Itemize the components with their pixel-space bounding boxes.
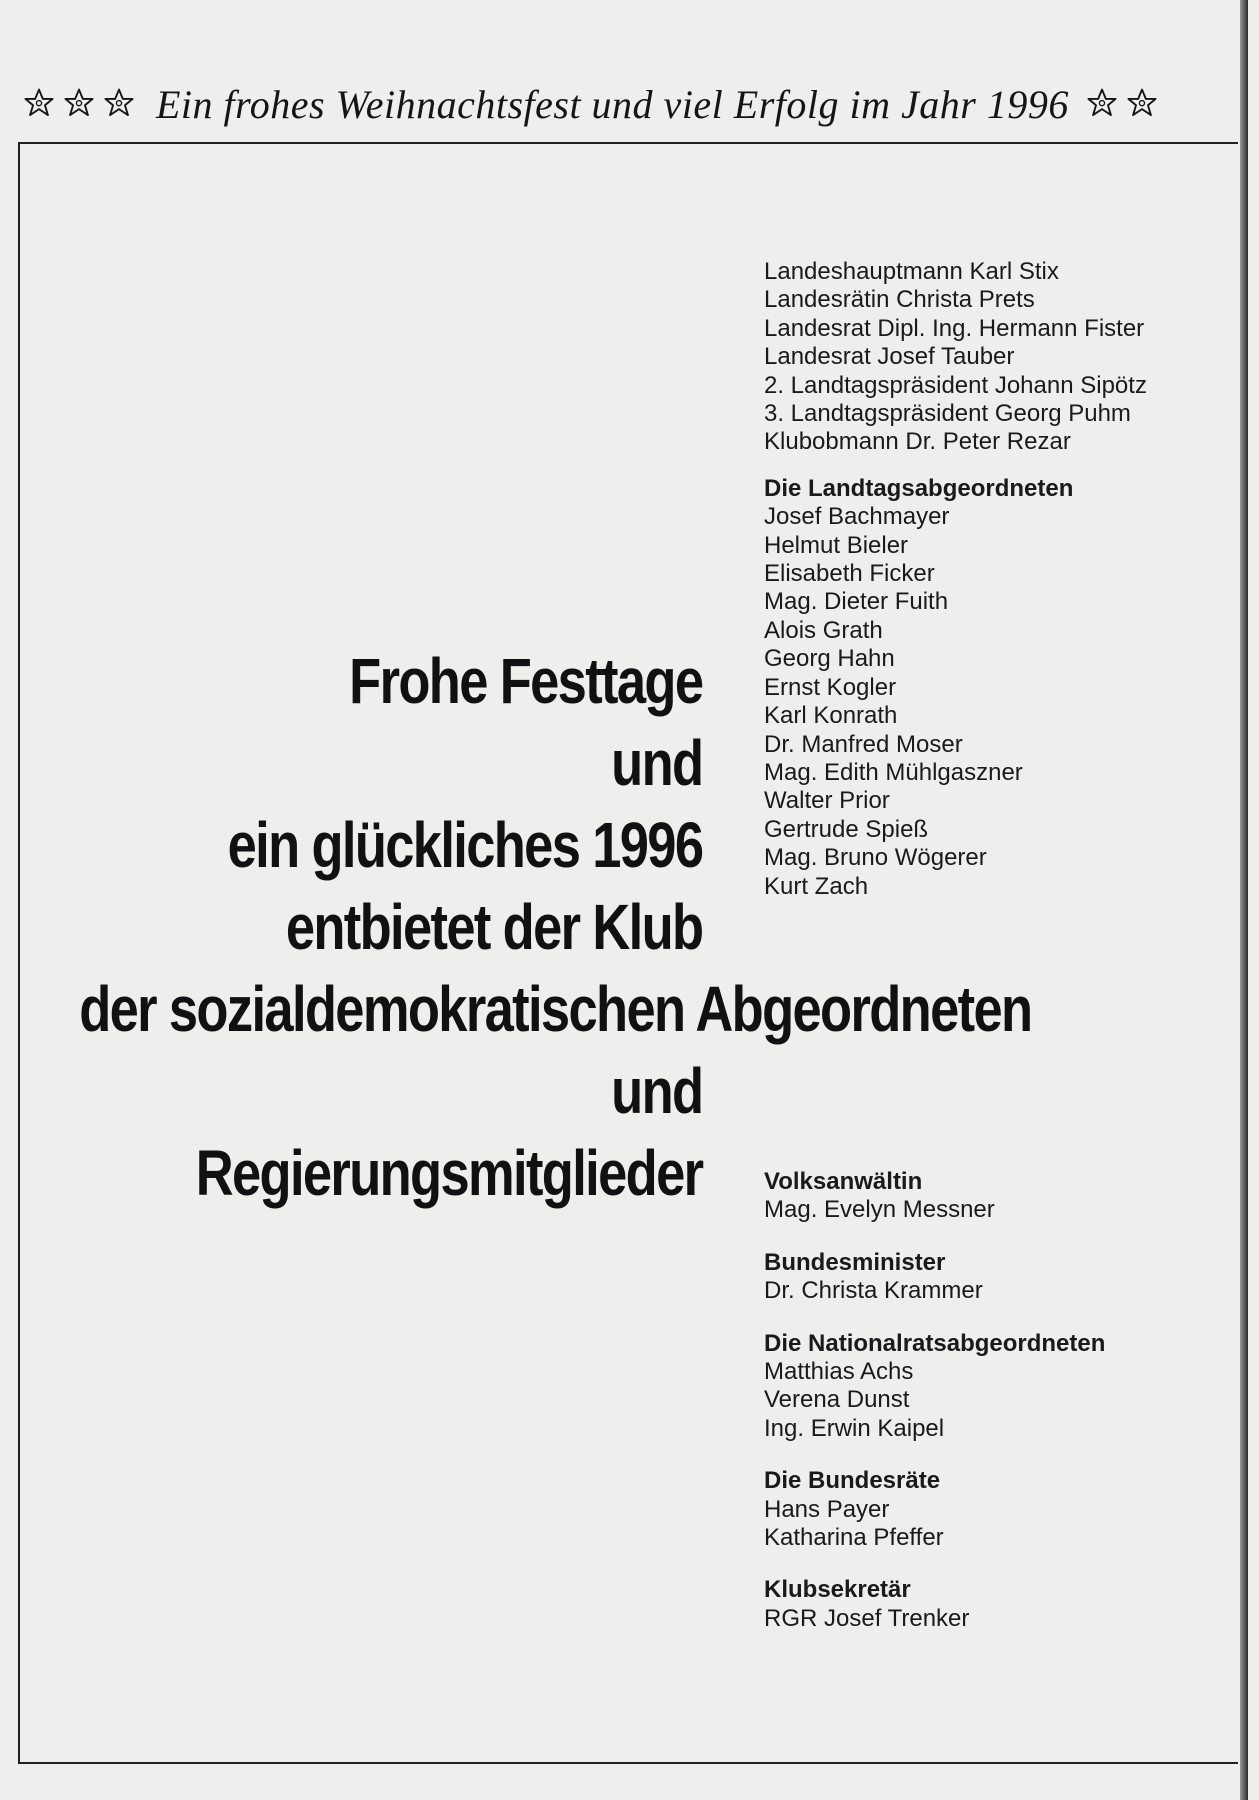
government-list bbox=[764, 258, 1184, 901]
list-item: Kurt Zach bbox=[764, 872, 869, 900]
other-officials-list bbox=[764, 1168, 1184, 1657]
list-item: Helmut Bieler bbox=[764, 531, 909, 559]
greeting-line: entbietet der Klub bbox=[285, 891, 703, 963]
section-title-volksanwaltin: Volksanwältin bbox=[764, 1168, 923, 1195]
header-banner bbox=[22, 74, 1232, 134]
list-item: Landeshauptmann Karl Stix bbox=[764, 258, 1059, 285]
list-item: Elisabeth Ficker bbox=[764, 560, 935, 588]
list-item: Gertrude Spieß bbox=[764, 815, 929, 843]
list-item: Georg Hahn bbox=[764, 645, 895, 673]
list-item: Ing. Erwin Kaipel bbox=[764, 1414, 945, 1442]
list-item: Verena Dunst bbox=[764, 1386, 910, 1414]
star-icon bbox=[1085, 87, 1119, 121]
right-stars bbox=[1085, 87, 1159, 121]
list-item: Karl Konrath bbox=[764, 702, 898, 730]
greeting-line: der sozialdemokratischen Abgeordneten bbox=[79, 973, 1032, 1045]
list-item: Walter Prior bbox=[764, 787, 890, 815]
list-item: Josef Bachmayer bbox=[764, 503, 950, 531]
list-item: Mag. Edith Mühlgaszner bbox=[764, 758, 1023, 786]
list-item: Alois Grath bbox=[764, 616, 883, 644]
section-title-bundesrate: Die Bundesräte bbox=[764, 1467, 941, 1495]
greeting-line: und bbox=[611, 727, 703, 799]
greeting-line: Frohe Festtage bbox=[349, 645, 703, 717]
group-nationalrat bbox=[764, 1330, 1184, 1444]
star-icon bbox=[62, 87, 96, 121]
list-item: Klubobmann Dr. Peter Rezar bbox=[764, 428, 1071, 456]
group-klubsekretar bbox=[764, 1576, 1184, 1633]
list-item: Landesrat Josef Tauber bbox=[764, 343, 1015, 371]
greeting-line: ein glückliches 1996 bbox=[227, 809, 703, 881]
greeting-line: Regierungsmitglieder bbox=[195, 1137, 703, 1209]
list-item: 2. Landtagspräsident Johann Sipötz bbox=[764, 371, 1147, 399]
group-bundesrate bbox=[764, 1467, 1184, 1552]
star-icon bbox=[102, 87, 136, 121]
header-text: Ein frohes Weihnachtsfest und viel Erfolg im Jahr 1996 bbox=[156, 81, 1069, 127]
section-title-landtag: Die Landtagsabgeordneten bbox=[764, 474, 1074, 502]
list-item: Matthias Achs bbox=[764, 1358, 914, 1386]
left-stars bbox=[22, 87, 136, 121]
group-bundesminister bbox=[764, 1249, 1184, 1306]
list-item: Mag. Dieter Fuith bbox=[764, 588, 949, 616]
list-item: Ernst Kogler bbox=[764, 673, 897, 701]
list-item: Dr. Manfred Moser bbox=[764, 730, 963, 758]
list-item: 3. Landtagspräsident Georg Puhm bbox=[764, 400, 1131, 428]
list-item: Landesrat Dipl. Ing. Hermann Fister bbox=[764, 314, 1145, 342]
list-item: RGR Josef Trenker bbox=[764, 1604, 970, 1632]
section-title-klubsekretar: Klubsekretär bbox=[764, 1576, 911, 1604]
list-item: Landesrätin Christa Prets bbox=[764, 286, 1035, 314]
list-item: Mag. Evelyn Messner bbox=[764, 1196, 995, 1224]
list-item: Hans Payer bbox=[764, 1495, 890, 1523]
list-item: Katharina Pfeffer bbox=[764, 1524, 944, 1552]
section-title-bundesminister: Bundesminister bbox=[764, 1248, 946, 1276]
greeting-line: und bbox=[611, 1055, 703, 1127]
section-title-nationalrat: Die Nationalratsabgeordneten bbox=[764, 1329, 1106, 1357]
group-volksanwaltin bbox=[764, 1168, 1184, 1225]
page-edge-shadow bbox=[1240, 0, 1248, 1800]
star-icon bbox=[22, 87, 56, 121]
star-icon bbox=[1125, 87, 1159, 121]
list-item: Mag. Bruno Wögerer bbox=[764, 844, 987, 872]
list-item: Dr. Christa Krammer bbox=[764, 1277, 983, 1305]
